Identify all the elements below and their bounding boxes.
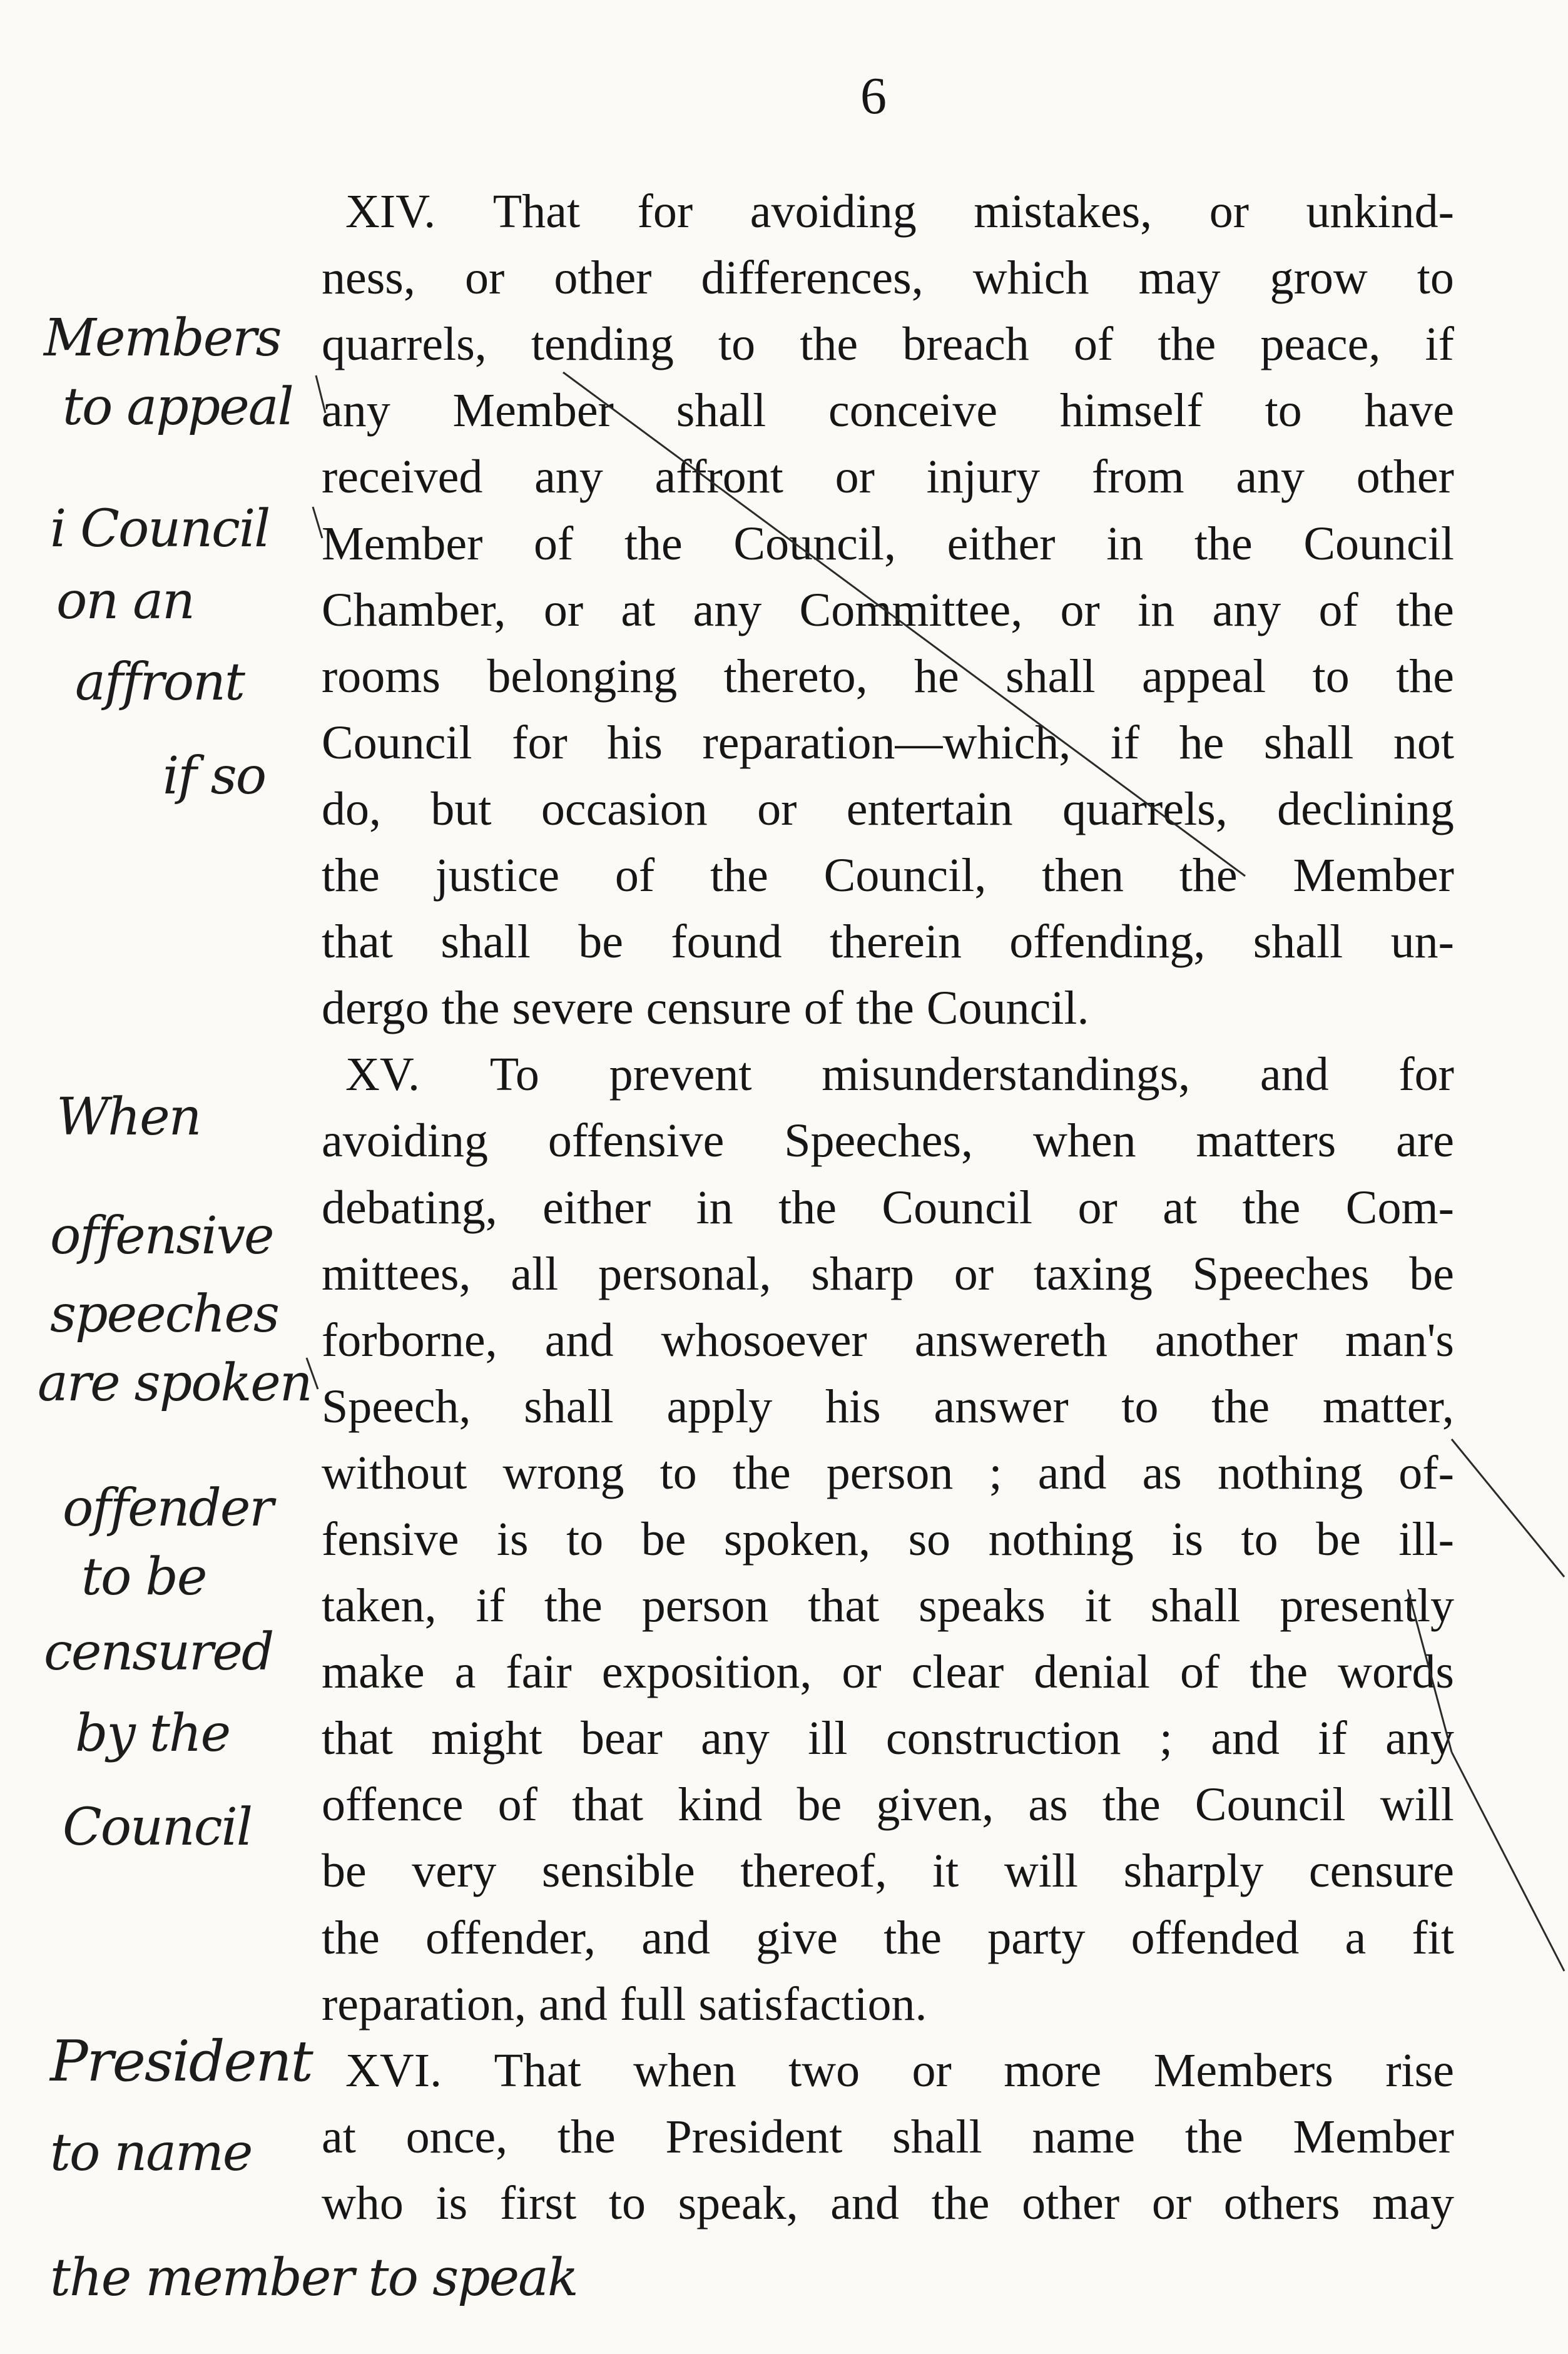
margin-note: if so [163,746,266,806]
word: the [1250,1646,1308,1699]
word: the [856,982,914,1035]
word: exposition, [601,1646,812,1699]
word: offended [1131,1911,1300,1964]
word: he [914,650,959,703]
word: or [757,782,797,835]
word: party [987,1911,1086,1964]
word: speak, [678,2176,798,2229]
word: Speeches [1192,1247,1370,1300]
word: declining [1277,782,1454,835]
pen-stroke [1452,1752,1564,1971]
margin-note: President [50,2029,312,2094]
word: Member [322,517,483,570]
word: nothing [988,1512,1134,1566]
page-number: 6 [860,67,887,125]
word: Committee, [799,583,1023,636]
word: shall [1263,716,1354,769]
word: to [1121,1380,1159,1433]
word: fensive [322,1512,459,1566]
word: and [1211,1712,1280,1765]
word: other [1022,2176,1120,2229]
word: Speech, [322,1380,471,1433]
word: nothing [1217,1446,1363,1499]
word: Council [322,716,472,769]
word: the [883,1911,942,1964]
margin-note: are spoken [38,1353,312,1413]
word: all [511,1247,559,1300]
word: reparation—which, [702,716,1071,769]
word: it [932,1845,959,1898]
word: shall [676,384,766,437]
word: to [1312,650,1350,703]
word: whosoever [661,1313,867,1367]
margin-note: Members [44,308,281,368]
word: his [607,716,663,769]
margin-note: i Council [50,499,270,559]
word: bear [580,1712,663,1765]
word: another [1154,1313,1298,1367]
word: words [1338,1646,1454,1699]
word: injury [926,451,1041,504]
word: and [544,1313,614,1367]
word: the [322,849,380,902]
word: as [1028,1778,1068,1832]
word: speaks [919,1579,1046,1633]
word: full [619,1977,686,2030]
word: mittees, [322,1247,471,1300]
word: censure [646,982,792,1035]
word: shall [440,915,531,969]
word: of [497,1778,537,1832]
word: not [1393,716,1454,769]
word: will [1380,1778,1454,1832]
word: is [435,2176,468,2229]
word: shall [524,1380,614,1433]
word: of [534,517,574,570]
pen-stroke [1452,1439,1564,1577]
word: the [710,849,768,902]
word: and [830,2176,899,2229]
word: ; [989,1446,1002,1499]
word: un- [1390,915,1454,969]
word: and [1037,1446,1107,1499]
word: of [1073,318,1114,371]
word: the [441,982,500,1035]
word: or [1060,583,1100,636]
word: fit [1412,1911,1454,1964]
word: apply [666,1380,773,1433]
word: XV. [345,1048,420,1101]
word: answereth [914,1313,1107,1367]
pen-stroke [307,1358,318,1389]
word: wrong [502,1446,624,1499]
margin-note: to be [81,1547,206,1607]
word: to [566,1512,604,1566]
word: in [1106,517,1144,570]
word: is [1171,1512,1204,1566]
word: appeal [1141,650,1266,703]
word: Speeches, [784,1114,974,1168]
word: or [954,1247,994,1300]
word: of [1179,1646,1220,1699]
margin-note: speeches [50,1285,278,1344]
word: debating, [322,1181,497,1234]
word: denial [1034,1646,1150,1699]
word: for [1398,1048,1454,1101]
word: Members [1153,2044,1333,2097]
word: prevent [609,1048,752,1101]
word: personal, [598,1247,771,1300]
word: Chamber, [322,583,506,636]
word: himself [1059,384,1203,437]
word: Council, [733,517,897,570]
word: other [1356,451,1454,504]
pen-stroke [563,372,1245,876]
word: at [1163,1181,1198,1234]
word: or [842,1646,882,1699]
word: might [431,1712,542,1765]
word: man's [1345,1313,1454,1367]
word: shall [892,2110,982,2163]
word: any [1385,1712,1454,1765]
word: That [492,185,581,238]
word: as [1142,1446,1182,1499]
margin-note: the member to speak [50,2248,578,2308]
word: at [621,583,656,636]
word: Council, [823,849,987,902]
word: if [476,1579,505,1633]
word: or [543,583,584,636]
word: but [430,782,492,835]
word: be [641,1512,686,1566]
margin-note: Council [63,1798,252,1857]
word: do, [322,782,381,835]
word: thereto, [723,650,868,703]
word: without [322,1446,467,1499]
word: the [800,318,858,371]
word: Council [1303,517,1454,570]
margin-note: affront [75,653,244,712]
word: may [1138,252,1221,305]
word: the [931,2176,990,2229]
word: more [1004,2044,1102,2097]
word: any [701,1712,770,1765]
word: shall [1253,915,1343,969]
word: fair [506,1646,572,1699]
word: any [534,451,603,504]
word: for [637,185,693,238]
word: reparation, [322,1977,527,2030]
word: of [614,849,655,902]
word: affront [654,451,783,504]
word: in [1138,583,1175,636]
word: peace, [1260,318,1381,371]
word: That [494,2044,581,2097]
word: any [1236,451,1305,504]
word: two [788,2044,860,2097]
word: shall [1005,650,1096,703]
word: XVI. [345,2044,442,2097]
word: are [1396,1114,1454,1168]
word: clear [911,1646,1004,1699]
word: he [1179,716,1224,769]
word: for [512,716,568,769]
word: the [1102,1778,1161,1832]
word: either [542,1181,651,1234]
word: or [912,2044,952,2097]
margin-note: When [56,1088,201,1147]
word: then [1042,849,1124,902]
word: the [1179,849,1238,902]
word: a [454,1646,476,1699]
word: the [1242,1181,1301,1234]
margin-note: to name [50,2123,252,2183]
margin-note: to appeal [63,377,293,437]
word: be [797,1778,842,1832]
pen-stroke [316,375,325,413]
word: matters [1196,1114,1336,1168]
word: others [1223,2176,1340,2229]
word: the [1396,583,1454,636]
word: breach [902,318,1029,371]
word: or [1151,2176,1192,2229]
word: either [947,517,1056,570]
word: rise [1385,2044,1454,2097]
word: unkind- [1306,185,1454,238]
word: if [1318,1712,1347,1765]
word: when [1032,1114,1136,1168]
word: be [1316,1512,1361,1566]
word: to [1417,252,1454,305]
word: found [671,915,782,969]
word: forborne, [322,1313,497,1367]
pen-stroke [1408,1589,1452,1752]
margin-note: offensive [50,1206,273,1266]
word: or [835,451,875,504]
word: or [1077,1181,1117,1234]
word: to [659,1446,697,1499]
word: in [696,1181,733,1234]
word: sensible [541,1845,695,1898]
word: shall [1150,1579,1241,1633]
word: the [557,2110,616,2163]
word: person [641,1579,769,1633]
word: offender, [425,1911,596,1964]
word: or [1209,185,1250,238]
word: that [322,915,393,969]
word: the [732,1446,791,1499]
word: may [1372,2176,1454,2229]
word: and [539,1977,608,2030]
word: and [1260,1048,1329,1101]
word: be [1409,1247,1454,1300]
word: President [665,2110,843,2163]
word: the [624,517,683,570]
word: ill- [1398,1512,1454,1566]
word: will [1004,1845,1079,1898]
word: name [1032,2110,1136,2163]
word: misunderstandings, [822,1048,1191,1101]
word: quarrels, [322,318,487,371]
word: ill [808,1712,848,1765]
word: taxing [1033,1247,1153,1300]
word: that [808,1579,880,1633]
word: any [693,583,762,636]
word: first [499,2176,577,2229]
word: sharp [811,1247,914,1300]
word: to [718,318,756,371]
word: grow [1270,252,1368,305]
word: Council [1194,1778,1346,1832]
word: his [825,1380,881,1433]
word: or [464,252,505,305]
word: to [1241,1512,1278,1566]
word: belonging [487,650,678,703]
word: Member [1293,849,1454,902]
word: make [322,1646,425,1699]
word: be [322,1845,367,1898]
word: Member [452,384,614,437]
word: so [908,1512,951,1566]
word: justice [435,849,560,902]
word: received [322,451,483,504]
word: the [1194,517,1253,570]
word: occasion [541,782,708,835]
word: avoiding [750,185,917,238]
margin-note: censured [44,1623,273,1682]
word: conceive [828,384,998,437]
word: offending, [1009,915,1206,969]
word: the [778,1181,837,1234]
word: the [1396,650,1454,703]
word: tending [531,318,674,371]
word: person [826,1446,954,1499]
word: ness, [322,252,415,305]
word: taken, [322,1579,437,1633]
word: offence [322,1778,464,1832]
word: Member [1293,2110,1454,2163]
word: given, [876,1778,994,1832]
word: severe [512,982,634,1035]
word: to [608,2176,646,2229]
word: from [1091,451,1184,504]
word: entertain [846,782,1013,835]
word: which [972,252,1089,305]
word: Council. [926,982,1089,1035]
margin-note: on an [56,571,194,631]
word: kind [678,1778,763,1832]
word: of [803,982,844,1035]
word: if [1425,318,1454,371]
word: other [554,252,652,305]
word: very [412,1845,497,1898]
pen-stroke [313,507,322,538]
word: it [1084,1579,1111,1633]
word: Com- [1345,1181,1454,1234]
word: have [1364,384,1454,437]
margin-note: by the [75,1704,230,1763]
word: matter, [1322,1380,1454,1433]
word: to [1265,384,1302,437]
word: once, [405,2110,508,2163]
word: avoiding [322,1114,488,1168]
word: the [322,1911,380,1964]
word: offensive [547,1114,725,1168]
word: if [1110,716,1140,769]
word: mistakes, [974,185,1153,238]
word: differences, [701,252,924,305]
word: spoken, [723,1512,871,1566]
word: satisfaction. [698,1977,927,2030]
word: XIV. [345,185,436,238]
word: is [496,1512,529,1566]
word: dergo [322,982,429,1035]
word: ; [1159,1712,1173,1765]
word: rooms [322,650,440,703]
word: that [572,1778,644,1832]
word: sharply [1123,1845,1264,1898]
word: presently [1280,1579,1454,1633]
word: the [1211,1380,1270,1433]
word: of [1318,583,1358,636]
word: Council [882,1181,1033,1234]
word: at [322,2110,356,2163]
word: thereof, [740,1845,887,1898]
word: when [633,2044,736,2097]
word: of- [1398,1446,1454,1499]
word: and [641,1911,710,1964]
word: that [322,1712,393,1765]
word: who [322,2176,404,2229]
word: construction [885,1712,1121,1765]
word: be [578,915,623,969]
word: the [1158,318,1216,371]
word: To [489,1048,539,1101]
word: the [544,1579,603,1633]
word: quarrels, [1062,782,1228,835]
word: any [1212,583,1281,636]
word: therein [829,915,962,969]
word: answer [934,1380,1069,1433]
margin-note: offender [63,1479,273,1538]
word: a [1345,1911,1367,1964]
word: censure [1308,1845,1454,1898]
word: the [1184,2110,1243,2163]
word: give [756,1911,838,1964]
word: any [322,384,390,437]
